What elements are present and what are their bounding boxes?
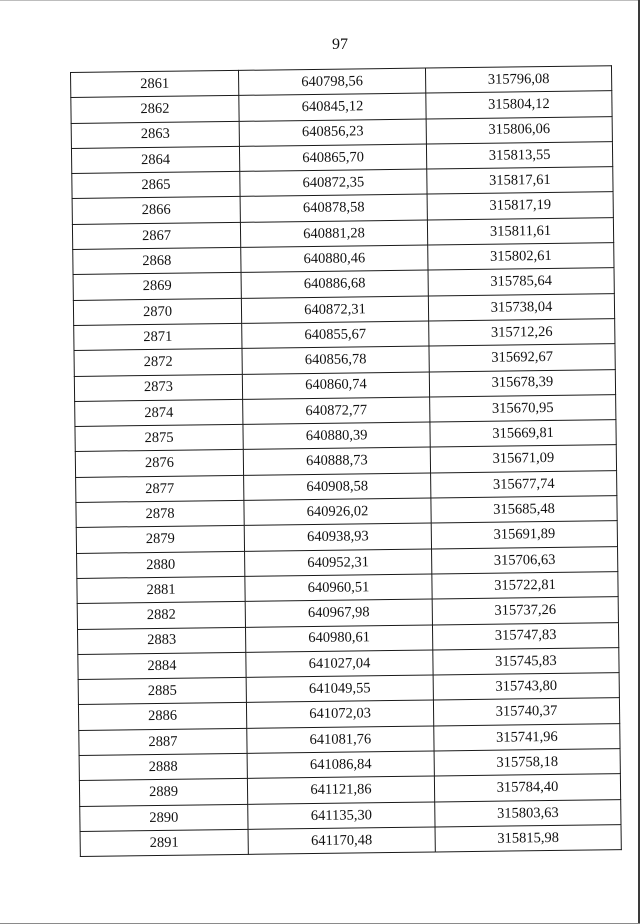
point-number-cell: 2876 [75, 450, 243, 477]
x-coordinate-cell: 640845,12 [239, 93, 426, 121]
y-coordinate-cell: 315738,04 [428, 293, 614, 321]
point-number-cell: 2889 [79, 779, 247, 806]
point-number-cell: 2872 [74, 349, 242, 376]
y-coordinate-cell: 315758,18 [434, 749, 620, 777]
y-coordinate-cell: 315712,26 [429, 319, 615, 347]
x-coordinate-cell: 641049,55 [246, 675, 433, 703]
x-coordinate-cell: 640967,98 [245, 599, 432, 627]
y-coordinate-cell: 315740,37 [433, 698, 619, 726]
point-number-cell: 2861 [71, 70, 239, 97]
point-number-cell: 2886 [78, 703, 246, 730]
x-coordinate-cell: 640926,02 [244, 498, 431, 526]
y-coordinate-cell: 315741,96 [434, 723, 620, 751]
y-coordinate-cell: 315813,55 [426, 142, 612, 170]
coordinates-table [70, 65, 622, 857]
y-coordinate-cell: 315817,61 [427, 167, 613, 195]
point-number-cell: 2875 [75, 425, 243, 452]
x-coordinate-cell: 641072,03 [246, 700, 433, 728]
point-number-cell: 2873 [74, 374, 242, 401]
y-coordinate-cell: 315691,89 [431, 521, 617, 549]
point-number-cell: 2891 [80, 829, 248, 856]
x-coordinate-cell: 640952,31 [245, 549, 432, 577]
y-coordinate-cell: 315802,61 [428, 243, 614, 271]
x-coordinate-cell: 640980,61 [245, 625, 432, 653]
coordinates-table-body [71, 66, 622, 857]
point-number-cell: 2877 [76, 475, 244, 502]
x-coordinate-cell: 640798,56 [238, 68, 425, 96]
point-number-cell: 2867 [72, 222, 240, 249]
y-coordinate-cell: 315743,80 [433, 673, 619, 701]
x-coordinate-cell: 640865,70 [239, 144, 426, 172]
y-coordinate-cell: 315815,98 [435, 825, 621, 853]
y-coordinate-cell: 315706,63 [432, 546, 618, 574]
x-coordinate-cell: 640888,73 [243, 447, 430, 475]
y-coordinate-cell: 315747,83 [432, 622, 618, 650]
point-number-cell: 2881 [77, 576, 245, 603]
y-coordinate-cell: 315669,81 [430, 420, 616, 448]
point-number-cell: 2883 [77, 627, 245, 654]
x-coordinate-cell: 640881,28 [240, 220, 427, 248]
y-coordinate-cell: 315796,08 [425, 66, 611, 94]
y-coordinate-cell: 315737,26 [432, 597, 618, 625]
scan-edge-top [0, 0, 640, 1]
point-number-cell: 2887 [79, 728, 247, 755]
x-coordinate-cell: 640886,68 [241, 270, 428, 298]
point-number-cell: 2888 [79, 753, 247, 780]
x-coordinate-cell: 640880,39 [243, 422, 430, 450]
x-coordinate-cell: 641027,04 [246, 650, 433, 678]
x-coordinate-cell: 641121,86 [247, 776, 434, 804]
y-coordinate-cell: 315785,64 [428, 268, 614, 296]
point-number-cell: 2869 [73, 273, 241, 300]
page-number: 97 [332, 36, 348, 53]
x-coordinate-cell: 640880,46 [241, 245, 428, 273]
point-number-cell: 2879 [76, 526, 244, 553]
point-number-cell: 2865 [72, 172, 240, 199]
point-number-cell: 2884 [78, 652, 246, 679]
point-number-cell: 2870 [73, 298, 241, 325]
y-coordinate-cell: 315722,81 [432, 572, 618, 600]
x-coordinate-cell: 640908,58 [244, 473, 431, 501]
y-coordinate-cell: 315678,39 [429, 369, 615, 397]
y-coordinate-cell: 315803,63 [435, 799, 621, 827]
x-coordinate-cell: 640856,78 [242, 346, 429, 374]
x-coordinate-cell: 641135,30 [248, 802, 435, 830]
x-coordinate-cell: 640856,23 [239, 119, 426, 147]
point-number-cell: 2890 [80, 804, 248, 831]
x-coordinate-cell: 641086,84 [247, 751, 434, 779]
point-number-cell: 2880 [77, 551, 245, 578]
x-coordinate-cell: 640855,67 [242, 321, 429, 349]
y-coordinate-cell: 315806,06 [426, 116, 612, 144]
y-coordinate-cell: 315670,95 [430, 395, 616, 423]
point-number-cell: 2871 [74, 323, 242, 350]
x-coordinate-cell: 640960,51 [245, 574, 432, 602]
y-coordinate-cell: 315811,61 [427, 217, 613, 245]
y-coordinate-cell: 315677,74 [431, 470, 617, 498]
point-number-cell: 2885 [78, 677, 246, 704]
point-number-cell: 2878 [76, 500, 244, 527]
point-number-cell: 2862 [71, 96, 239, 123]
point-number-cell: 2882 [77, 602, 245, 629]
point-number-cell: 2864 [71, 146, 239, 173]
point-number-cell: 2868 [73, 247, 241, 274]
point-number-cell: 2863 [71, 121, 239, 148]
x-coordinate-cell: 640938,93 [244, 523, 431, 551]
y-coordinate-cell: 315692,67 [429, 344, 615, 372]
x-coordinate-cell: 640872,77 [243, 397, 430, 425]
x-coordinate-cell: 640878,58 [240, 195, 427, 223]
x-coordinate-cell: 641081,76 [247, 726, 434, 754]
x-coordinate-cell: 640872,35 [240, 169, 427, 197]
point-number-cell: 2874 [75, 399, 243, 426]
y-coordinate-cell: 315784,40 [434, 774, 620, 802]
y-coordinate-cell: 315685,48 [431, 496, 617, 524]
y-coordinate-cell: 315817,19 [427, 192, 613, 220]
point-number-cell: 2866 [72, 197, 240, 224]
y-coordinate-cell: 315671,09 [430, 445, 616, 473]
x-coordinate-cell: 641170,48 [248, 827, 435, 855]
table-row [80, 825, 621, 857]
y-coordinate-cell: 315745,83 [433, 647, 619, 675]
x-coordinate-cell: 640860,74 [242, 372, 429, 400]
page-content [70, 65, 618, 857]
y-coordinate-cell: 315804,12 [426, 91, 612, 119]
x-coordinate-cell: 640872,31 [241, 296, 428, 324]
